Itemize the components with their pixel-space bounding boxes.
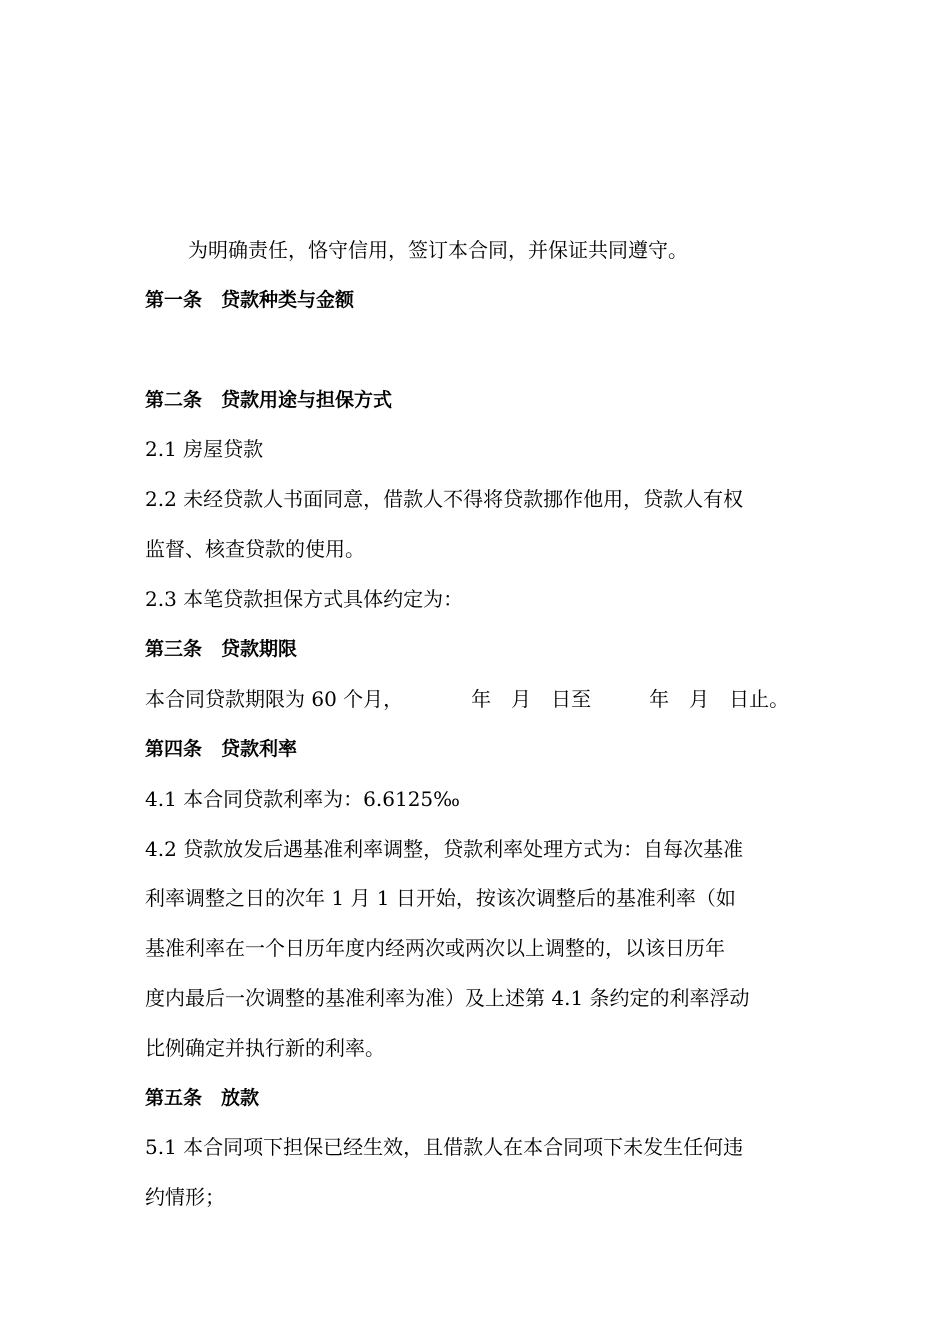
article-2-item-1: 2.1 房屋贷款 bbox=[145, 437, 264, 461]
article-2-item-2-line-2: 监督、核查贷款的使用。 bbox=[145, 537, 365, 561]
article-5-item-1-line-2: 约情形； bbox=[145, 1185, 225, 1209]
term-end-day: 日止。 bbox=[729, 687, 790, 711]
article-4-item-2-line-3: 基准利率在一个日历年度内经两次或两次以上调整的，以该日历年 bbox=[145, 936, 725, 960]
term-prefix: 本合同贷款期限为 60 个月， bbox=[145, 687, 404, 711]
term-start-day: 日至 bbox=[551, 687, 592, 711]
article-2-item-2-line-1: 2.2 未经贷款人书面同意，借款人不得将贷款挪作他用，贷款人有权 bbox=[145, 487, 744, 511]
article-1-title: 第一条 贷款种类与金额 bbox=[145, 289, 355, 311]
article-4-item-2-line-5: 比例确定并执行新的利率。 bbox=[145, 1036, 385, 1060]
term-start-year: 年 bbox=[471, 687, 492, 711]
article-4-item-2-line-1: 4.2 贷款放发后遇基准利率调整，贷款利率处理方式为：自每次基准 bbox=[145, 837, 744, 861]
article-2-title: 第二条 贷款用途与担保方式 bbox=[145, 389, 393, 411]
article-5-item-1-line-1: 5.1 本合同项下担保已经生效，且借款人在本合同项下未发生任何违 bbox=[145, 1135, 744, 1159]
article-3-title: 第三条 贷款期限 bbox=[145, 638, 298, 660]
article-3-term bbox=[145, 686, 789, 712]
intro-paragraph: 为明确责任，恪守信用，签订本合同，并保证共同遵守。 bbox=[188, 238, 688, 262]
article-4-title: 第四条 贷款利率 bbox=[145, 738, 298, 760]
term-end-month: 月 bbox=[689, 687, 710, 711]
article-4-item-1: 4.1 本合同贷款利率为：6.6125‰ bbox=[145, 787, 460, 811]
article-4-item-2-line-2: 利率调整之日的次年 1 月 1 日开始，按该次调整后的基准利率（如 bbox=[145, 886, 736, 910]
term-start-month: 月 bbox=[511, 687, 532, 711]
article-2-item-3: 2.3 本笔贷款担保方式具体约定为： bbox=[145, 587, 464, 611]
article-5-title: 第五条 放款 bbox=[145, 1087, 260, 1109]
article-4-item-2-line-4: 度内最后一次调整的基准利率为准）及上述第 4.1 条约定的利率浮动 bbox=[145, 986, 750, 1010]
term-end-year: 年 bbox=[649, 687, 670, 711]
